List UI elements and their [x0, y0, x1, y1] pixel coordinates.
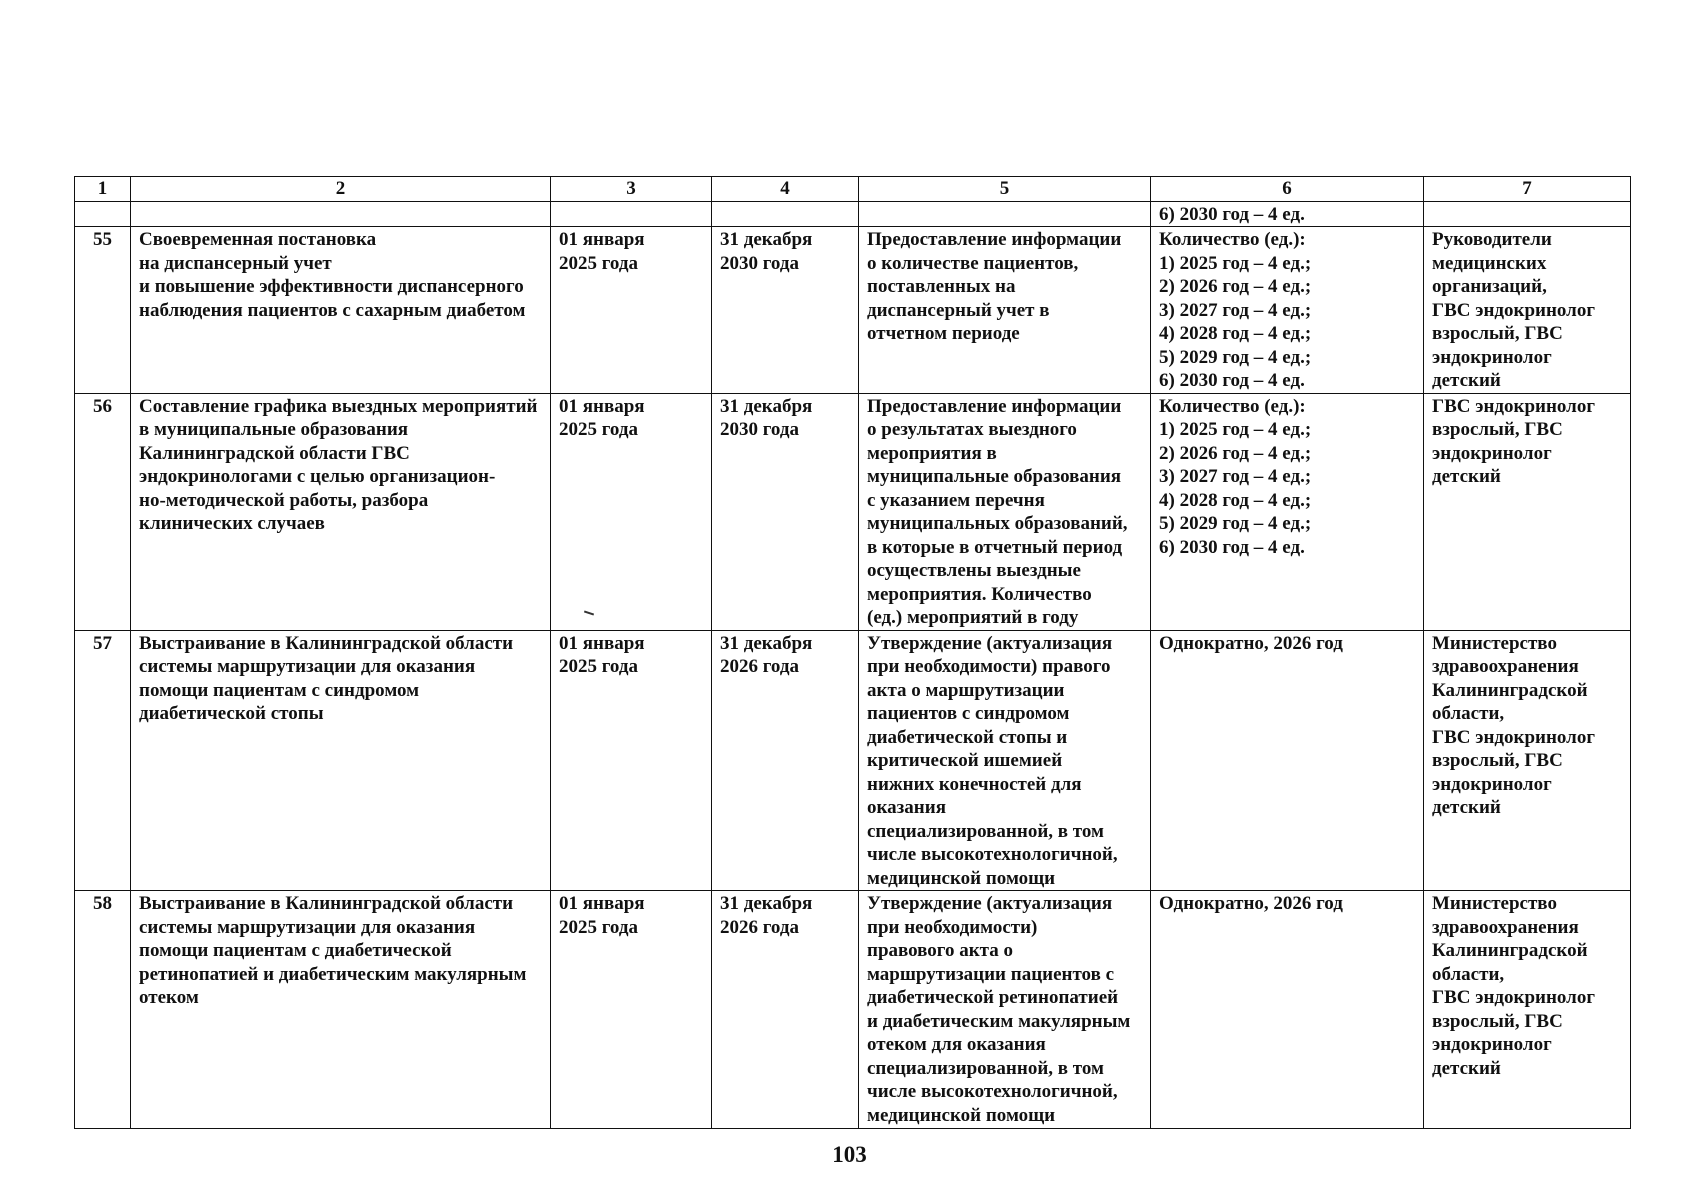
start-date-cell: 01 января 2025 года — [551, 891, 712, 1129]
event-cell: Своевременная постановка на диспансерный учет и повышение эффективности диспансерного наблюдения пациентов с сахарным диабетом — [131, 227, 551, 394]
result-cell: Утверждение (актуализация при необходимости) правового акта о маршрутизации пациентов с диабетической ретинопатией и диабетическим макулярным отеком для оказания специализированной, в том числе высокотехнологичной, медицинской помощи — [859, 891, 1151, 1129]
end-date-cell: 31 декабря 2030 года — [712, 393, 859, 630]
responsible-cell: Министерство здравоохранения Калининградской области, ГВС эндокринолог взрослый, ГВС эндокринолог детский — [1424, 891, 1631, 1129]
event-cell: Составление графика выездных мероприятий в муниципальные образования Калининградской области ГВС эндокринологами с целью организацион- но-методической работы, разбора клинических случаев — [131, 393, 551, 630]
page-number: 103 — [832, 1142, 867, 1167]
event-cell: Выстраивание в Калининградской области системы маршрутизации для оказания помощи пациентам с синдромом диабетической стопы — [131, 630, 551, 891]
empty-cell — [131, 201, 551, 227]
empty-cell — [75, 201, 131, 227]
indicator-cell: Однократно, 2026 год — [1151, 891, 1424, 1129]
start-date-cell: 01 января 2025 года — [551, 227, 712, 394]
responsible-cell: Министерство здравоохранения Калининградской области, ГВС эндокринолог взрослый, ГВС эндокринолог детский — [1424, 630, 1631, 891]
measures-table — [74, 176, 1631, 1129]
continuation-row — [75, 201, 1631, 227]
row-number: 55 — [75, 227, 131, 394]
empty-cell — [551, 201, 712, 227]
row-number: 58 — [75, 891, 131, 1129]
empty-cell — [859, 201, 1151, 227]
column-number: 5 — [859, 177, 1151, 202]
indicator-cell: Однократно, 2026 год — [1151, 630, 1424, 891]
responsible-cell: Руководители медицинских организаций, ГВС эндокринолог взрослый, ГВС эндокринолог детский — [1424, 227, 1631, 394]
empty-cell — [1424, 201, 1631, 227]
column-number: 7 — [1424, 177, 1631, 202]
column-number: 1 — [75, 177, 131, 202]
indicator-cell: 6) 2030 год – 4 ед. — [1151, 201, 1424, 227]
table-row — [75, 393, 1631, 630]
result-cell: Утверждение (актуализация при необходимости) правого акта о маршрутизации пациентов с синдромом диабетической стопы и критической ишемией нижних конечностей для оказания специализированной, в том числе высокотехнологичной, медицинской помощи — [859, 630, 1151, 891]
table-row — [75, 227, 1631, 394]
end-date-cell: 31 декабря 2030 года — [712, 227, 859, 394]
responsible-cell: ГВС эндокринолог взрослый, ГВС эндокринолог детский — [1424, 393, 1631, 630]
column-number: 4 — [712, 177, 859, 202]
end-date-cell: 31 декабря 2026 года — [712, 630, 859, 891]
start-date-cell: 01 января 2025 года — [551, 393, 712, 630]
row-number: 57 — [75, 630, 131, 891]
column-number: 2 — [131, 177, 551, 202]
indicator-cell: Количество (ед.): 1) 2025 год – 4 ед.; 2) 2026 год – 4 ед.; 3) 2027 год – 4 ед.; 4) 2028 год – 4 ед.; 5) 2029 год – 4 ед.; 6) 2030 год – 4 ед. — [1151, 393, 1424, 630]
row-number: 56 — [75, 393, 131, 630]
table-row — [75, 630, 1631, 891]
column-number: 3 — [551, 177, 712, 202]
table-row — [75, 891, 1631, 1129]
result-cell: Предоставление информации о количестве пациентов, поставленных на диспансерный учет в отчетном периоде — [859, 227, 1151, 394]
end-date-cell: 31 декабря 2026 года — [712, 891, 859, 1129]
column-number: 6 — [1151, 177, 1424, 202]
start-date-cell: 01 января 2025 года — [551, 630, 712, 891]
indicator-cell: Количество (ед.): 1) 2025 год – 4 ед.; 2) 2026 год – 4 ед.; 3) 2027 год – 4 ед.; 4) 2028 год – 4 ед.; 5) 2029 год – 4 ед.; 6) 2030 год – 4 ед. — [1151, 227, 1424, 394]
empty-cell — [712, 201, 859, 227]
column-number-row — [75, 177, 1631, 202]
event-cell: Выстраивание в Калининградской области системы маршрутизации для оказания помощи пациентам с диабетической ретинопатией и диабетическим макулярным отеком — [131, 891, 551, 1129]
result-cell: Предоставление информации о результатах выездного мероприятия в муниципальные образования с указанием перечня муниципальных образований, в которые в отчетный период осуществлены выездные мероприятия. Количество (ед.) мероприятий в году — [859, 393, 1151, 630]
